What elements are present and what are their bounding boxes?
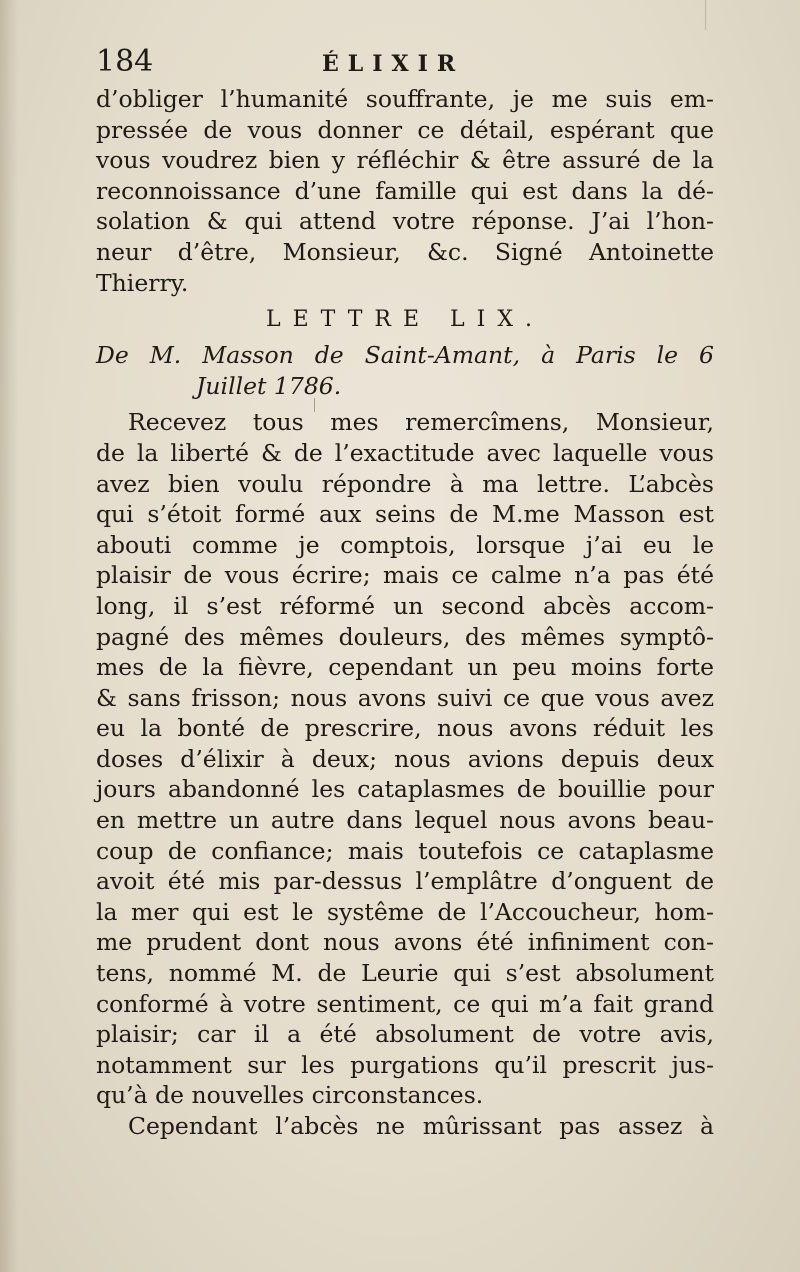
- text-line: reconnoissance d’une famille qui est dans la dé-: [96, 176, 714, 205]
- text-line: Cependant l’abcès ne mûrissant pas assez à: [128, 1112, 714, 1140]
- paragraph-continued: [96, 84, 714, 298]
- text-line: avez bien voulu répondre à ma lettre. L’abcès: [96, 469, 714, 498]
- text-line: d’obliger l’humanité souffrante, je me suis em-: [96, 85, 714, 113]
- text-line: long, il s’est réformé un second abcès accom-: [96, 591, 714, 620]
- text-line: me prudent dont nous avons été infiniment con-: [96, 928, 714, 957]
- text-line: plaisir; car il a été absolument de votre avis,: [96, 1020, 714, 1049]
- text-line: neur d’être, Monsieur, &c. Signé Antoinette: [96, 237, 714, 266]
- text-line: mes de la fièvre, cependant un peu moins forte: [96, 653, 714, 682]
- text-line: Thierry.: [96, 268, 189, 297]
- text-line: la mer qui est le systême de l’Accoucheur, hom-: [96, 897, 714, 926]
- text-line: qu’à de nouvelles circonstances.: [96, 1081, 484, 1110]
- page-number: 184: [96, 44, 154, 79]
- text-line: conformé à votre sentiment, ce qui m’a fait grand: [96, 989, 714, 1018]
- text-line: qui s’étoit formé aux seins de M.me Masson est: [96, 500, 714, 529]
- text-line: coup de confiance; mais toutefois ce cataplasme: [96, 836, 714, 865]
- letter-subheading-line: Juillet 1786.: [196, 371, 342, 400]
- text-line: abouti comme je comptois, lorsque j’ai eu le: [96, 530, 714, 559]
- running-head: [96, 42, 716, 82]
- text-line: jours abandonné les cataplasmes de bouillie pour: [96, 775, 714, 804]
- letter-paragraph: [96, 407, 714, 1111]
- text-line: avoit été mis par-dessus l’emplâtre d’onguent de: [96, 867, 714, 896]
- text-line: notamment sur les purgations qu’il prescrit jus-: [96, 1050, 714, 1079]
- text-line: eu la bonté de prescrire, nous avons réduit les: [96, 714, 714, 743]
- text-line: plaisir de vous écrire; mais ce calme n’a pas été: [96, 561, 714, 590]
- letter-subheading-line: De M. Masson de Saint-Amant, à Paris le 6: [96, 341, 714, 370]
- text-line: en mettre un autre dans lequel nous avons beau-: [96, 806, 714, 835]
- text-line: pagné des mêmes douleurs, des mêmes symptô-: [96, 622, 714, 651]
- text-line: vous voudrez bien y réfléchir & être assuré de la: [96, 146, 714, 175]
- text-line: tens, nommé M. de Leurie qui s’est absolument: [96, 959, 714, 988]
- letter-heading: LETTRE LIX.: [266, 307, 544, 333]
- page-edge-shadow: [0, 0, 18, 1272]
- pencil-mark: [314, 398, 315, 412]
- text-line: solation & qui attend votre réponse. J’ai l’hon-: [96, 207, 714, 236]
- text-block: [96, 84, 714, 1142]
- paper-fold-mark: [705, 0, 706, 30]
- text-line: doses d’élixir à deux; nous avions depuis deux: [96, 744, 714, 773]
- text-line: & sans frisson; nous avons suivi ce que vous avez: [96, 683, 714, 712]
- text-line: de la liberté & de l’exactitude avec laquelle vous: [96, 438, 714, 467]
- text-line: Recevez tous mes remercîmens, Monsieur,: [128, 408, 714, 437]
- text-line: pressée de vous donner ce détail, espérant que: [96, 115, 714, 144]
- letter-paragraph: [96, 1111, 714, 1142]
- running-title: ÉLIXIR: [322, 51, 465, 77]
